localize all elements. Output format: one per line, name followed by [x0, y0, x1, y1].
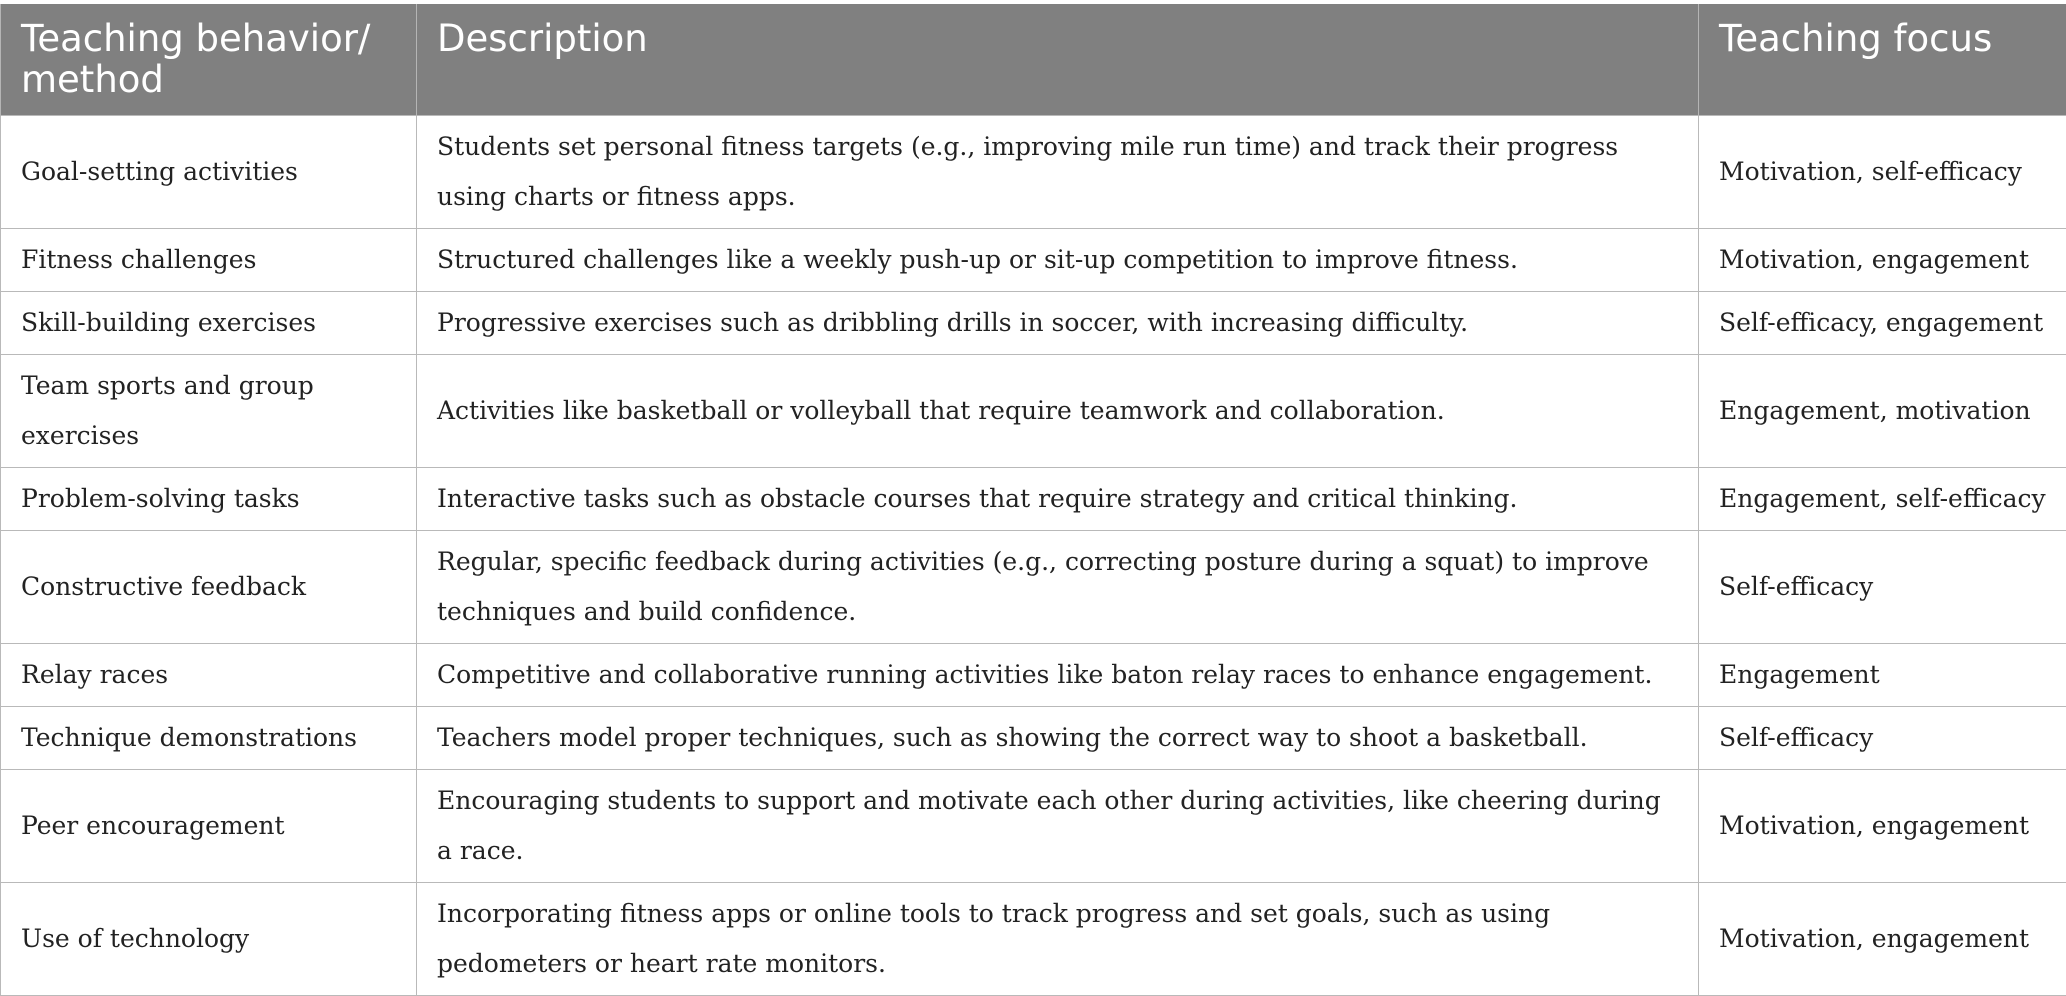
table-row: [1, 115, 2066, 228]
method-cell: Fitness challenges: [1, 228, 417, 291]
method-cell: Peer encouragement: [1, 769, 417, 882]
focus-cell: Engagement: [1699, 643, 2066, 706]
header-description: Description: [417, 4, 1699, 115]
table-row: [1, 467, 2066, 530]
description-cell: Structured challenges like a weekly push-up or sit-up competition to improve fitness.: [417, 228, 1699, 291]
table-row: [1, 882, 2066, 995]
teaching-methods-table: [0, 4, 2066, 996]
method-cell: Goal-setting activities: [1, 115, 417, 228]
focus-cell: Self-efficacy: [1699, 530, 2066, 643]
method-cell: Team sports and group exercises: [1, 354, 417, 467]
focus-cell: Engagement, self-efficacy: [1699, 467, 2066, 530]
description-cell: Competitive and collaborative running activities like baton relay races to enhance engagement.: [417, 643, 1699, 706]
focus-cell: Self-efficacy, engagement: [1699, 291, 2066, 354]
table-row: [1, 530, 2066, 643]
focus-cell: Self-efficacy: [1699, 706, 2066, 769]
table-row: [1, 354, 2066, 467]
table-row: [1, 643, 2066, 706]
method-cell: Relay races: [1, 643, 417, 706]
method-cell: Problem-solving tasks: [1, 467, 417, 530]
table-row: [1, 228, 2066, 291]
description-cell: Activities like basketball or volleyball that require teamwork and collaboration.: [417, 354, 1699, 467]
header-method: Teaching behavior/ method: [1, 4, 417, 115]
focus-cell: Motivation, engagement: [1699, 228, 2066, 291]
description-cell: Teachers model proper techniques, such as showing the correct way to shoot a basketball.: [417, 706, 1699, 769]
focus-cell: Motivation, self-efficacy: [1699, 115, 2066, 228]
description-cell: Interactive tasks such as obstacle courses that require strategy and critical thinking.: [417, 467, 1699, 530]
focus-cell: Motivation, engagement: [1699, 882, 2066, 995]
teaching-methods-table-container: [0, 4, 2066, 996]
method-cell: Use of technology: [1, 882, 417, 995]
description-cell: Incorporating fitness apps or online tools to track progress and set goals, such as using pedometers or heart rate monitors.: [417, 882, 1699, 995]
table-row: [1, 291, 2066, 354]
focus-cell: Motivation, engagement: [1699, 769, 2066, 882]
method-cell: Constructive feedback: [1, 530, 417, 643]
method-cell: Technique demonstrations: [1, 706, 417, 769]
header-row: [1, 4, 2066, 115]
header-focus: Teaching focus: [1699, 4, 2066, 115]
description-cell: Regular, specific feedback during activities (e.g., correcting posture during a squat) to improve techniques and build confidence.: [417, 530, 1699, 643]
focus-cell: Engagement, motivation: [1699, 354, 2066, 467]
table-row: [1, 706, 2066, 769]
description-cell: Encouraging students to support and motivate each other during activities, like cheering during a race.: [417, 769, 1699, 882]
table-row: [1, 769, 2066, 882]
method-cell: Skill-building exercises: [1, 291, 417, 354]
description-cell: Students set personal fitness targets (e.g., improving mile run time) and track their progress using charts or fitness apps.: [417, 115, 1699, 228]
description-cell: Progressive exercises such as dribbling drills in soccer, with increasing difficulty.: [417, 291, 1699, 354]
